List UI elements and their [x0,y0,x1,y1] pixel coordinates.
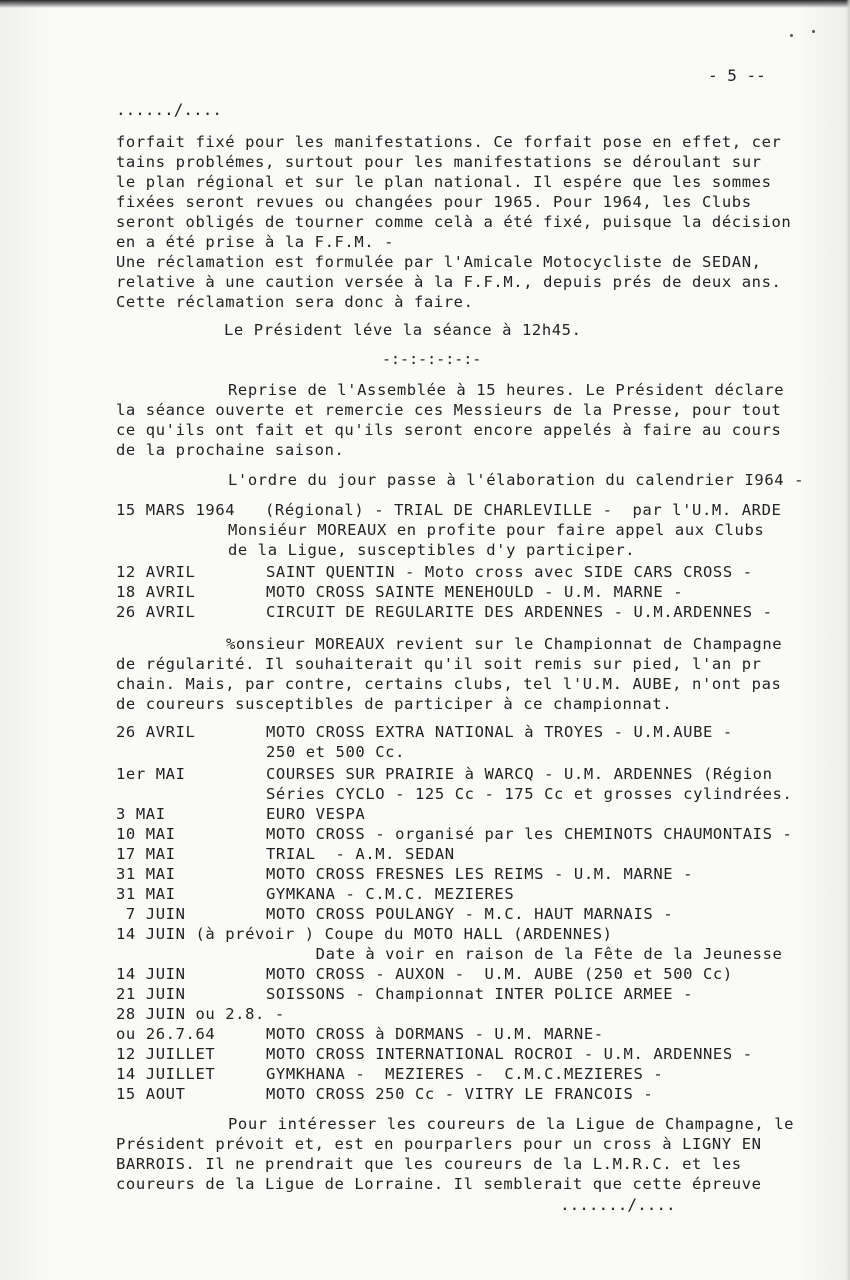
continuation-marker-top: ....../.... [116,100,222,119]
section-separator: -:-:-:-:-:- [382,350,482,368]
calendar-date: 21 JUIN [116,985,186,1003]
text-line: en a été prise à la F.F.M. - [116,233,395,251]
calendar-date: 12 JUILLET [116,1045,216,1063]
calendar-event: MOTO CROSS 250 Cc - VITRY LE FRANCOIS - [266,1085,654,1103]
text-line: %onsieur MOREAUX revient sur le Championnat de Champagne [226,635,783,653]
march-note: Monsiéur MOREAUX en profite pour faire appel aux Clubs [228,521,765,539]
calendar-event: 250 et 500 Cc. [266,743,406,761]
text-line: Cette réclamation sera donc à faire. [116,293,474,311]
calendar-date: 18 AVRIL [116,583,196,601]
calendar-date: 14 JUIN [116,965,186,983]
calendar-event: MOTO CROSS INTERNATIONAL ROCROI - U.M. ARDENNES - [266,1045,753,1063]
agenda-line: L'ordre du jour passe à l'élaboration du calendrier I964 - [228,471,805,489]
calendar-event: CIRCUIT DE REGULARITE DES ARDENNES - U.M.ARDENNES - [266,603,773,621]
calendar-event: MOTO CROSS SAINTE MENEHOULD - U.M. MARNE - [266,583,684,601]
calendar-event: GYMKANA - C.M.C. MEZIERES [266,885,515,903]
scan-top-edge [0,0,850,8]
calendar-date: 17 MAI [116,845,176,863]
calendar-event: MOTO CROSS - organisé par les CHEMINOTS CHAUMONTAIS - [266,825,793,843]
calendar-event: MOTO CROSS - AUXON - U.M. AUBE (250 et 500 Cc) [266,965,733,983]
calendar-event: Séries CYCLO - 125 Cc - 175 Cc et grosses cylindrées. [266,785,793,803]
calendar-date: 14 JUILLET [116,1065,216,1083]
calendar-event: COURSES SUR PRAIRIE à WARCQ - U.M. ARDENNES (Région [266,765,773,783]
calendar-date: 10 MAI [116,825,176,843]
text-line: BARROIS. Il ne prendrait que les coureurs de la L.M.R.C. et les [116,1155,742,1173]
calendar-date: 15 AOUT [116,1085,186,1103]
text-line: forfait fixé pour les manifestations. Ce forfait pose en effet, cer [116,133,782,151]
scan-speck [790,34,793,37]
calendar-date: 3 MAI [116,805,166,823]
calendar-event: SAINT QUENTIN - Moto cross avec SIDE CARS CROSS - [266,563,753,581]
calendar-event: MOTO CROSS à DORMANS - U.M. MARNE- [266,1025,604,1043]
calendar-event: MOTO CROSS FRESNES LES REIMS - U.M. MARNE - [266,865,694,883]
calendar-entry-march: 15 MARS 1964 (Régional) - TRIAL DE CHARLEVILLE - par l'U.M. ARDE [116,501,782,519]
scan-right-edge [846,0,850,1280]
text-line: chain. Mais, par contre, certains clubs, tel l'U.M. AUBE, n'ont pas [116,675,782,693]
text-line: Pour intéresser les coureurs de la Ligue de Champagne, le [228,1115,795,1133]
calendar-date: 12 AVRIL [116,563,196,581]
calendar-date: 31 MAI [116,885,176,903]
text-line: relative à une caution versée à la F.F.M., depuis prés de deux ans. [116,273,782,291]
march-note: de la Ligue, susceptibles d'y participer. [228,541,636,559]
calendar-event: TRIAL - A.M. SEDAN [266,845,455,863]
calendar-event: EURO VESPA [266,805,366,823]
text-line: Reprise de l'Assemblée à 15 heures. Le Président déclare [228,381,785,399]
text-line: de régularité. Il souhaiterait qu'il soit remis sur pied, l'an pr [116,655,762,673]
calendar-event: MOTO CROSS EXTRA NATIONAL à TROYES - U.M.AUBE - [266,723,733,741]
calendar-event: SOISSONS - Championnat INTER POLICE ARMEE - [266,985,694,1003]
text-line: Président prévoit et, est en pourparlers pour un cross à LIGNY EN [116,1135,762,1153]
calendar-date: 1er MAI [116,765,186,783]
calendar-date: 7 JUIN [116,905,186,923]
calendar-date: 31 MAI [116,865,176,883]
text-line: coureurs de la Ligue de Lorraine. Il semblerait que cette épreuve [116,1175,762,1193]
text-line: le plan régional et sur le plan national. Il espére que les sommes [116,173,772,191]
calendar-date: 28 JUIN ou 2.8. - [116,1005,285,1023]
calendar-date: 26 AVRIL [116,723,196,741]
calendar-event: Date à voir en raison de la Fête de la Jeunesse [266,945,783,963]
page-number: - 5 -- [708,66,766,85]
text-line: tains problémes, surtout pour les manifestations se déroulant sur [116,153,762,171]
session-closing: Le Président léve la séance à 12h45. [224,321,582,339]
text-line: de la prochaine saison. [116,441,345,459]
scan-speck [812,30,815,33]
calendar-event: MOTO CROSS POULANGY - M.C. HAUT MARNAIS - [266,905,674,923]
text-line: ce qu'ils ont fait et qu'ils seront encore appelés à faire au cours [116,421,782,439]
continuation-marker-bottom: ......./.... [560,1195,676,1214]
text-line: Une réclamation est formulée par l'Amicale Motocycliste de SEDAN, [116,253,762,271]
calendar-event: GYMKHANA - MEZIERES - C.M.C.MEZIERES - [266,1065,664,1083]
calendar-date: 14 JUIN (à prévoir ) Coupe du MOTO HALL (ARDENNES) [116,925,613,943]
calendar-date: ou 26.7.64 [116,1025,216,1043]
text-line: seront obligés de tourner comme celà a été fixé, puisque la décision [116,213,792,231]
text-line: fixées seront revues ou changées pour 1965. Pour 1964, les Clubs [116,193,752,211]
text-line: la séance ouverte et remercie ces Messieurs de la Presse, pour tout [116,401,782,419]
text-line: de coureurs susceptibles de participer à ce championnat. [116,695,673,713]
calendar-date: 26 AVRIL [116,603,196,621]
